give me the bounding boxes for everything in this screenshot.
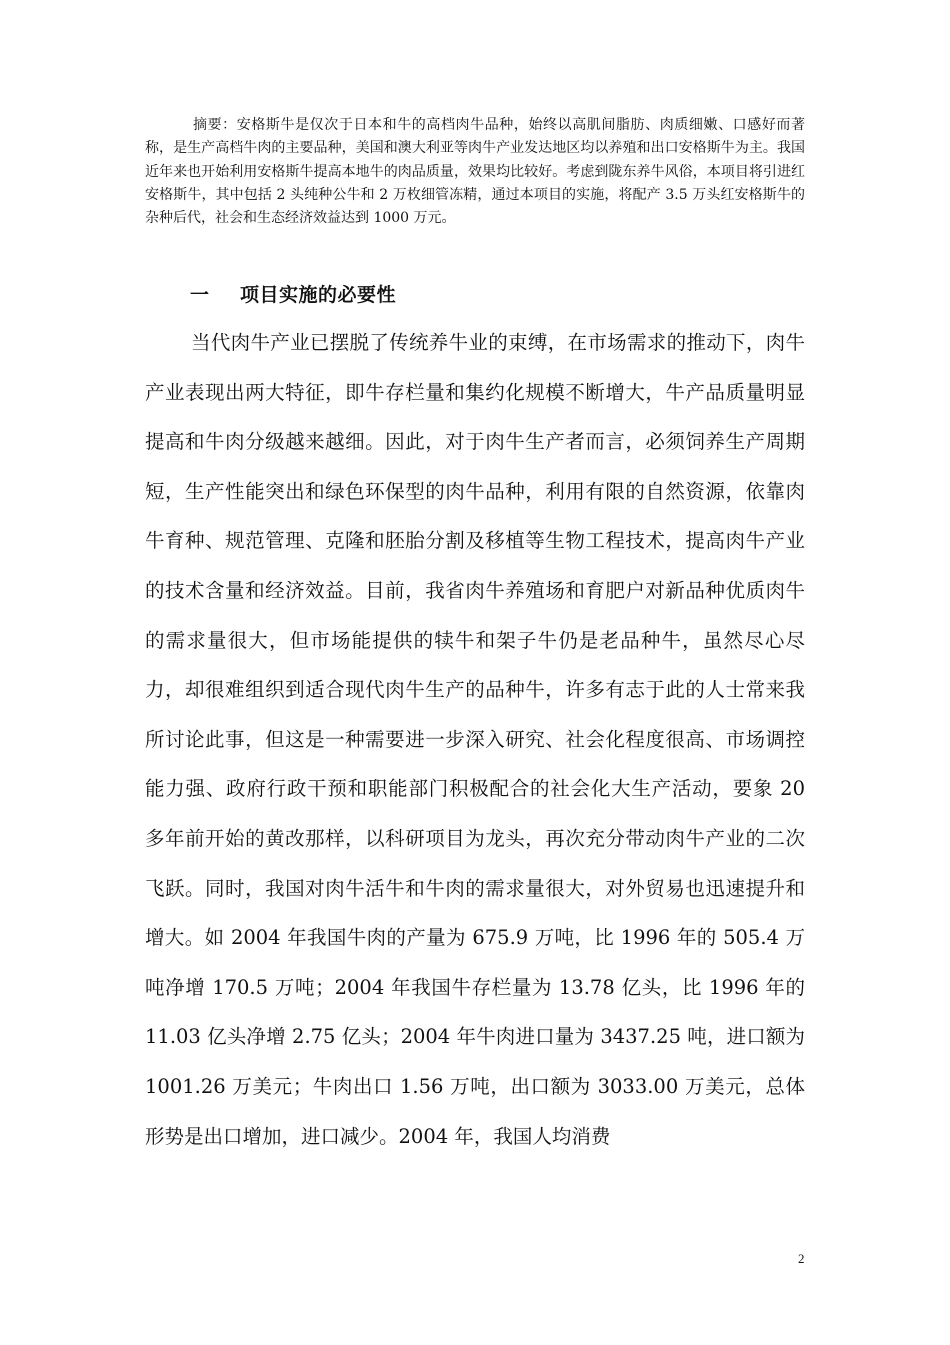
section-heading (190, 280, 396, 307)
body-paragraph: 当代肉牛产业已摆脱了传统养牛业的束缚，在市场需求的推动下，肉牛产业表现出两大特征，即牛存栏量和集约化规模不断增大，牛产品质量明显提高和牛肉分级越来越细。因此，对于肉牛生产者而言，必须饲养生产周期短，生产性能突出和绿色环保型的肉牛品种，利用有限的自然资源，依靠肉牛育种、规范管理、克隆和胚胎分割及移植等生物工程技术，提高肉牛产业的技术含量和经济效益。目前，我省肉牛养殖场和育肥户对新品种优质肉牛的需求量很大，但市场能提供的犊牛和架子牛仍是老品种牛，虽然尽心尽力，却很难组织到适合现代肉牛生产的品种牛，许多有志于此的人士常来我所讨论此事，但这是一种需要进一步深入研究、社会化程度很高、市场调控能力强、政府行政干预和职能部门积极配合的社会化大生产活动，要象 20 多年前开始的黄改那样，以科研项目为龙头，再次充分带动肉牛产业的二次飞跃。同时，我国对肉牛活牛和牛肉的需求量很大，对外贸易也迅速提升和增大。如 2004 年我国牛肉的产量为 675.9 万吨，比 1996 年的 505.4 万吨净增 170.5 万吨；2004 年我国牛存栏量为 13.78 亿头，比 1996 年的 11.03 亿头净增 2.75 亿头；2004 年牛肉进口量为 3437.25 吨，进口额为 1001.26 万美元；牛肉出口 1.56 万吨，出口额为 3033.00 万美元，总体形势是出口增加，进口减少。2004 年，我国人均消费 (145, 331, 805, 1148)
section-title: 项目实施的必要性 (240, 284, 397, 306)
page-number: 2 (798, 1251, 805, 1266)
section-number: 一 (190, 284, 210, 306)
abstract-paragraph: 摘要：安格斯牛是仅次于日本和牛的高档肉牛品种，始终以高肌间脂肪、肉质细嫩、口感好而著称，是生产高档牛肉的主要品种，美国和澳大利亚等肉牛产业发达地区均以养殖和出口安格斯牛为主。我国近年来也开始利用安格斯牛提高本地牛的肉品质量，效果均比较好。考虑到陇东养牛风俗，本项目将引进红安格斯牛，其中包括 2 头纯种公牛和 2 万枚细管冻精，通过本项目的实施，将配产 3.5 万头红安格斯牛的杂种后代，社会和生态经济效益达到 1000 万元。 (145, 117, 805, 227)
